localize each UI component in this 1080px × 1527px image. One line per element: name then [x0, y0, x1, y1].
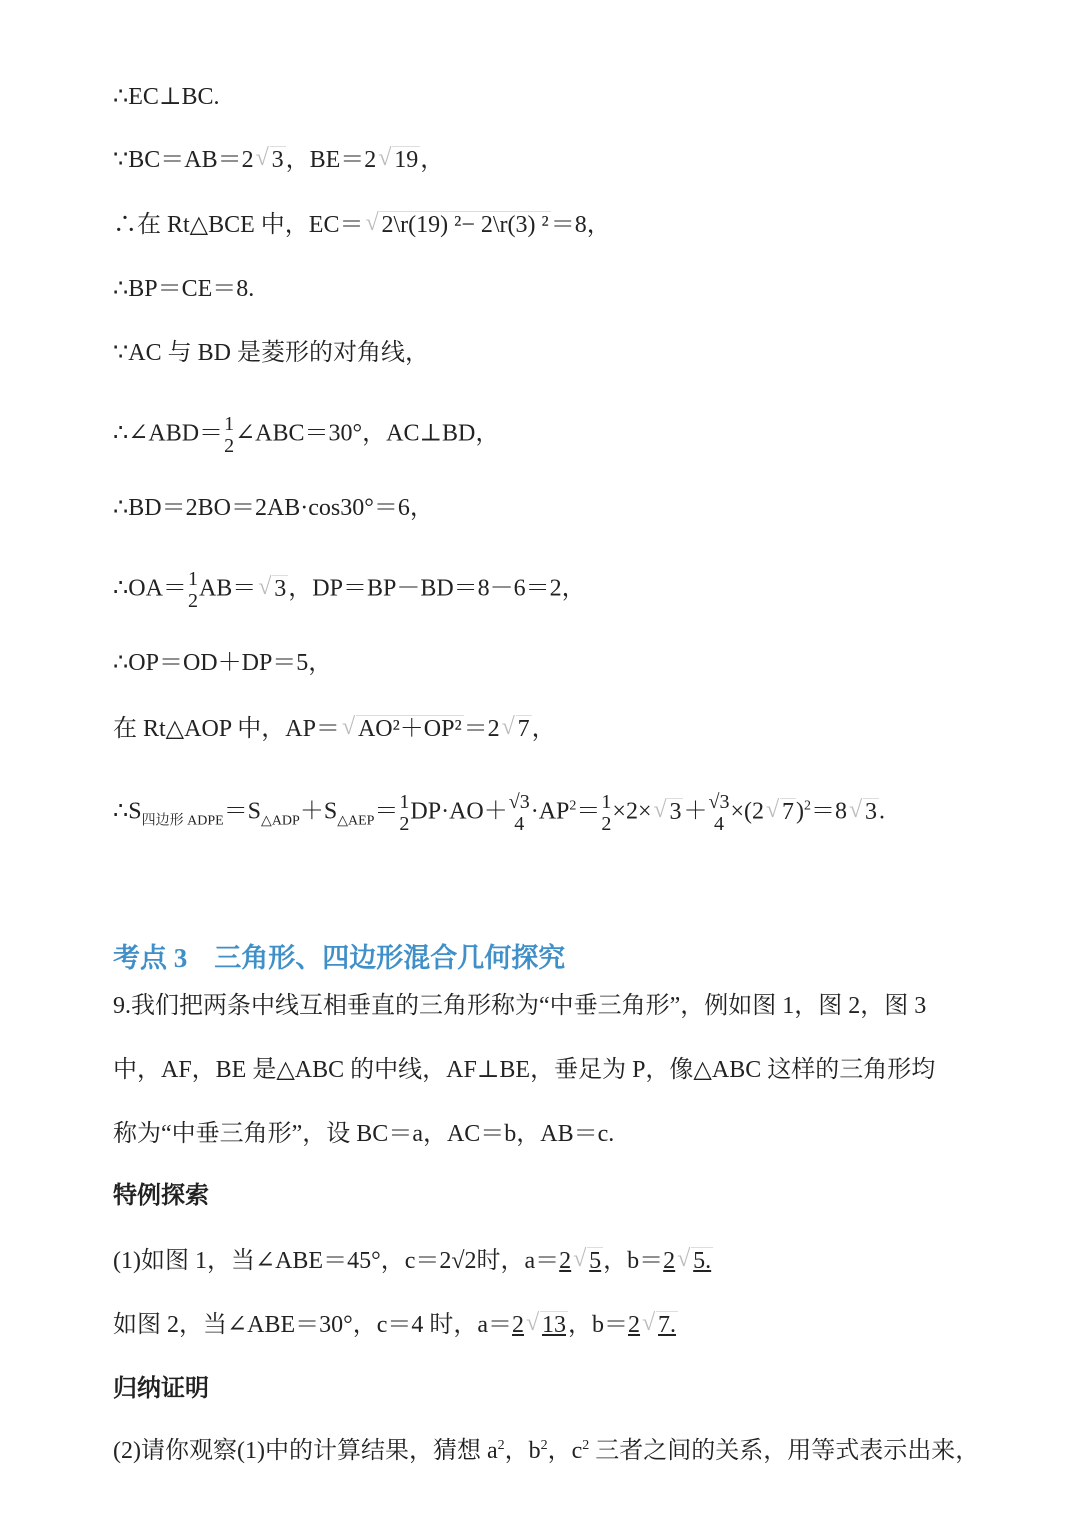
superscript: 2: [569, 798, 577, 814]
denominator: 2: [187, 590, 198, 612]
text-segment: .: [879, 798, 885, 825]
text-segment: ∴S: [113, 798, 142, 825]
section-heading: [113, 943, 565, 973]
subscript: △AEP: [337, 813, 375, 829]
subscript: 四边形 ADPE: [141, 813, 224, 829]
numerator: 1: [399, 791, 410, 813]
text-line: [113, 1246, 713, 1276]
text-segment: 中，AF，BE 是△ABC 的中线，AF⊥BE，垂足为 P，像△ABC 这样的三角形均: [113, 1057, 936, 1083]
text-segment: ，BE＝2: [285, 147, 377, 173]
text-segment: ，b＝: [568, 1312, 629, 1338]
square-root: [526, 1310, 568, 1340]
superscript: 2: [582, 1438, 590, 1453]
radicand: 7.: [658, 1312, 677, 1338]
superscript: 2: [540, 1438, 548, 1453]
numerator: √3: [508, 791, 530, 813]
text-line: [113, 1119, 614, 1149]
text-segment: ∴在 Rt△BCE 中，EC＝: [113, 212, 364, 238]
fraction: [224, 413, 234, 457]
numerator: 1: [187, 568, 198, 590]
text-segment: (1)如图 1，当∠ABE＝45°，c＝2√2时，a＝: [113, 1248, 560, 1274]
radicand: 5.: [693, 1248, 712, 1274]
denominator: 2: [224, 435, 235, 457]
fraction: [399, 791, 409, 835]
square-root: [766, 797, 796, 827]
radicand: 7: [782, 798, 794, 825]
numerator: 1: [601, 791, 612, 813]
text-line: [113, 338, 429, 368]
text-segment: AB＝: [198, 575, 257, 602]
fraction: [188, 568, 198, 612]
text-line: [113, 274, 254, 304]
text-segment: 如图 2，当∠ABE＝30°，c＝4 时，a＝: [113, 1312, 513, 1338]
square-root: [849, 797, 879, 827]
denominator: 4: [713, 813, 724, 835]
text-segment: 9.我们把两条中线互相垂直的三角形称为“中垂三角形”，例如图 1，图 2，图 3: [113, 993, 927, 1019]
text-segment: ∴OP＝OD＋DP＝5，: [113, 650, 333, 676]
subsection-heading: [113, 1181, 209, 1211]
square-root: [642, 1310, 678, 1340]
text-segment: ×2×: [612, 798, 652, 825]
text-segment: ＝8，: [550, 212, 611, 238]
text-segment: ＋: [683, 798, 708, 825]
text-segment: ，: [420, 147, 445, 173]
answer-blank: 2: [512, 1312, 525, 1338]
text-segment: 在 Rt△AOP 中，AP＝: [113, 716, 340, 742]
text-segment: ×(2: [730, 798, 764, 825]
text-line: [113, 413, 499, 457]
radicand: 7: [517, 716, 530, 742]
text-segment: 称为“中垂三角形”，设 BC＝a，AC＝b，AB＝c.: [113, 1121, 615, 1147]
square-root: [342, 714, 464, 744]
text-line: [113, 1055, 935, 1085]
text-segment: (2)请你观察(1)中的计算结果，猜想 a: [113, 1438, 498, 1464]
denominator: 2: [601, 813, 612, 835]
fraction: [601, 791, 611, 835]
text-segment: ): [796, 798, 804, 825]
text-segment: ∴∠ABD＝: [113, 420, 224, 447]
answer-blank: 2: [559, 1248, 572, 1274]
text-segment: ＝S: [223, 798, 262, 825]
text-segment: ，: [531, 716, 556, 742]
text-line: [113, 791, 885, 835]
radicand: 3: [865, 798, 877, 825]
text-segment: ∴BP＝CE＝8.: [113, 276, 255, 302]
text-segment: ，b＝: [603, 1248, 664, 1274]
denominator: 4: [514, 813, 525, 835]
radicand: 5: [589, 1248, 602, 1274]
text-line: [113, 493, 434, 523]
text-segment: 特例探索: [113, 1183, 209, 1209]
radicand: 3: [274, 575, 287, 602]
radicand: 3: [669, 798, 682, 825]
square-root: [653, 797, 683, 827]
superscript: 2: [804, 798, 811, 814]
text-segment: ＝: [576, 798, 601, 825]
fraction: [509, 791, 530, 835]
text-line: [113, 991, 926, 1021]
numerator: √3: [708, 791, 730, 813]
square-root: [378, 145, 420, 175]
text-line: [113, 82, 220, 112]
square-root: [502, 714, 532, 744]
text-line: [113, 648, 332, 678]
denominator: 2: [399, 813, 410, 835]
text-segment: ＝8: [811, 798, 847, 825]
radicand: 13: [542, 1312, 567, 1338]
square-root: [256, 145, 286, 175]
text-segment: ，DP＝BP－BD＝8－6＝2，: [288, 575, 586, 602]
text-segment: ∴EC⊥BC.: [113, 84, 220, 110]
text-segment: DP·AO＋: [410, 798, 508, 825]
radicand: 3: [271, 147, 284, 173]
text-segment: ∴BD＝2BO＝2AB·cos30°＝6，: [113, 495, 434, 521]
text-line: [113, 1436, 979, 1466]
text-line: [113, 1310, 678, 1340]
text-segment: 考点 3 三角形、四边形混合几何探究: [113, 943, 566, 973]
subscript: △ADP: [261, 813, 300, 829]
square-root: [365, 210, 550, 240]
superscript: 2: [497, 1438, 505, 1453]
answer-blank: 2: [628, 1312, 641, 1338]
text-segment: ∴OA＝: [113, 575, 187, 602]
text-segment: ＝: [374, 798, 399, 825]
square-root: [573, 1246, 603, 1276]
radicand: 19: [394, 147, 419, 173]
text-segment: ＝2: [463, 716, 500, 742]
text-segment: ·AP: [530, 798, 570, 825]
text-segment: 三者之间的关系，用等式表示出来，: [589, 1438, 980, 1464]
text-segment: ＋S: [299, 798, 338, 825]
square-root: [258, 574, 288, 604]
text-line: [113, 568, 586, 612]
subsection-heading: [113, 1374, 209, 1404]
fraction: [708, 791, 729, 835]
text-segment: ∵AC 与 BD 是菱形的对角线，: [113, 340, 429, 366]
text-segment: ∠ABC＝30°，AC⊥BD，: [235, 420, 500, 447]
text-line: [113, 714, 556, 744]
radicand: AO²＋OP²: [357, 716, 462, 742]
radicand: 2\r(19) ²− 2\r(3) ²: [381, 212, 549, 238]
text-segment: ∵BC＝AB＝2: [113, 147, 254, 173]
text-segment: ，c: [547, 1438, 583, 1464]
numerator: 1: [224, 413, 235, 435]
text-segment: ，b: [504, 1438, 541, 1464]
text-line: [113, 210, 611, 240]
text-segment: 归纳证明: [113, 1376, 209, 1402]
square-root: [677, 1246, 713, 1276]
answer-blank: 2: [663, 1248, 676, 1274]
text-line: [113, 145, 444, 175]
